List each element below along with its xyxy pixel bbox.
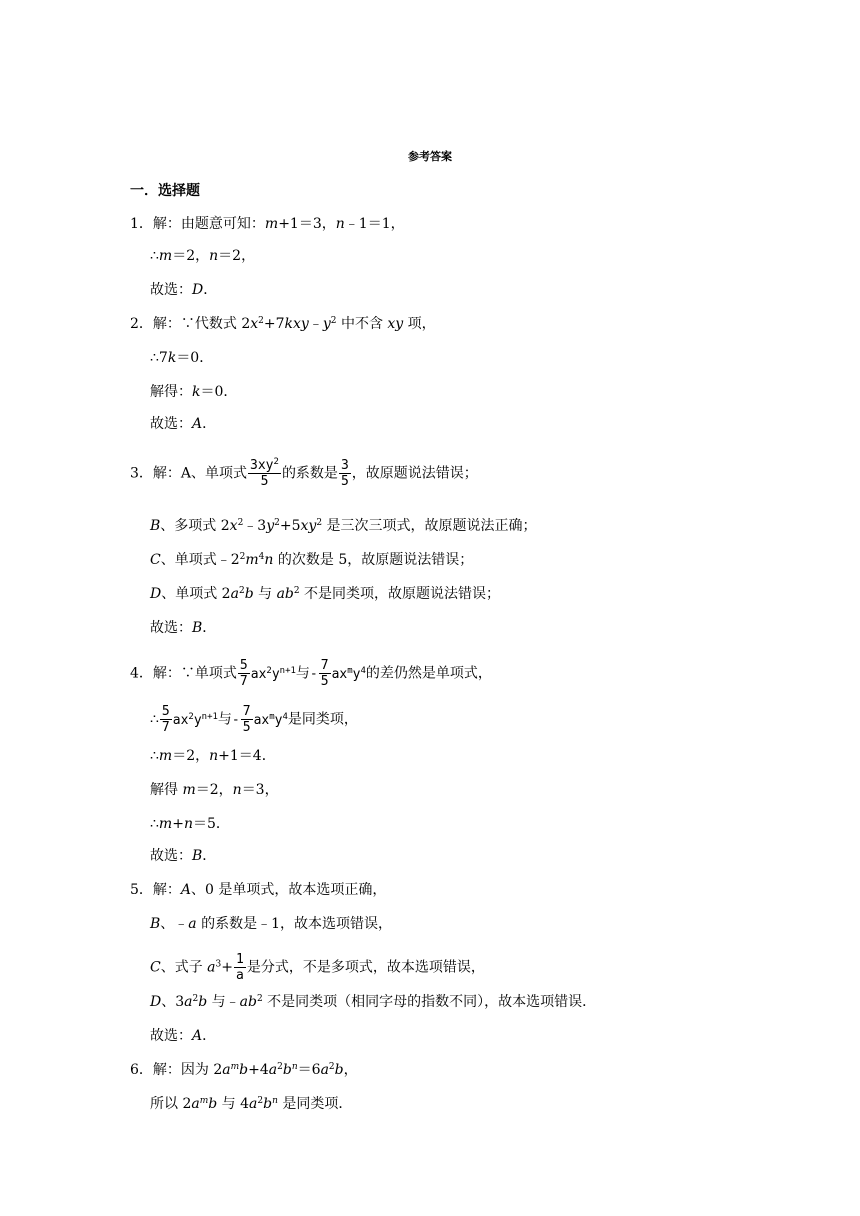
q3-line-3: C、单项式$﹣2^2m^4n$ 的次数是 5，故原题说法错误；	[150, 552, 474, 568]
q2-line-1: 2．解：∵代数式 $2x^2+7kxy﹣y^2$ 中不含 xy 项，	[130, 316, 436, 332]
q4-text-c: 是同类项，	[287, 711, 358, 728]
fraction-3-over-5: $\frac{3}{5}$	[340, 458, 349, 489]
q4-text-b: 的差仍然是单项式，	[365, 665, 492, 682]
q5-text-c: 是分式，不是多项式，故本选项错误，	[246, 959, 485, 976]
monomial-axmy4: $ax^my^4$	[331, 665, 366, 682]
q4-line-2: ∴ $\frac{5}{7}$ $ax^2y^{n+1}$与- $\frac{7}{5}$ $ax^my^4$是同类项，	[150, 704, 358, 735]
fraction-3xy2-over-5: $\frac{3xy^2}{5}$	[250, 457, 279, 489]
q3-line-2: B、多项式 $2x^2﹣3y^2+5xy^2$ 是三次三项式，故原题说法正确；	[150, 518, 537, 534]
q3-line-1	[130, 458, 478, 489]
monomial-ax2yn1: $ax^2y^{n+1}$	[250, 665, 296, 682]
q5-line-2: B、﹣a 的系数是﹣1，故本选项错误，	[150, 916, 393, 932]
q5-line-3: C、式子 $a^3+$ $\frac{1}{a}$ 是分式，不是多项式，故本选项错误，	[150, 952, 485, 983]
q6-line-2: 所以 $2a^mb$ 与 $4a^2b^n$ 是同类项．	[150, 1096, 353, 1112]
fraction-7-over-5: $\frac{7}{5}$	[320, 658, 329, 689]
q3-text-a: 3．解：A、单项式	[130, 465, 248, 482]
fraction-7-over-5: $\frac{7}{5}$	[242, 704, 251, 735]
monomial-axmy4: $ax^my^4$	[253, 711, 288, 728]
q2-line-4: 故选：A．	[150, 416, 217, 432]
q4-and: 与	[217, 711, 232, 728]
q4-therefore: ∴	[150, 711, 159, 728]
q2-line-2: ∴7k＝0．	[150, 350, 214, 366]
fraction-1-over-a: $\frac{1}{a}$	[236, 952, 244, 983]
q4-line-5: ∴m+n＝5．	[150, 816, 230, 832]
q2-line-3: 解得：k＝0．	[150, 384, 238, 400]
q5-line-4: D、$3a^2b$ 与$﹣ab^2$ 不是同类项（相同字母的指数不同），故本选项错误．	[150, 994, 597, 1010]
q1-line-3: 故选：D．	[150, 282, 218, 298]
q1-line-1: 1．解：由题意可知：m+1＝3，n﹣1＝1，	[130, 216, 405, 232]
q3-line-5: 故选：B．	[150, 620, 217, 636]
q5-line-1: 5．解：A、0 是单项式，故本选项正确，	[130, 882, 387, 898]
q3-text-c: ，故原题说法错误；	[351, 465, 478, 482]
q4-line-3: ∴m＝2，n+1＝4．	[150, 748, 276, 764]
section-heading: 一．选择题	[130, 183, 200, 199]
fraction-5-over-7: $\frac{5}{7}$	[161, 704, 170, 735]
q4-line-6: 故选：B．	[150, 848, 217, 864]
q4-text-a: 4．解：∵单项式	[130, 665, 237, 682]
q5-line-5: 故选：A．	[150, 1028, 217, 1044]
q3-text-b: 的系数是	[281, 465, 338, 482]
monomial-ax2yn1: $ax^2y^{n+1}$	[172, 711, 218, 728]
q1-line-2: ∴m＝2，n＝2，	[150, 248, 256, 264]
q3-line-4: D、单项式 $2a^2b$ 与 $ab^2$ 不是同类项，故原题说法错误；	[150, 586, 501, 602]
q4-line-1: 4．解：∵单项式 $\frac{5}{7}$ $ax^2y^{n+1}$与- $\frac{7}{5}$ $ax^my^4$的差仍然是单项式，	[130, 658, 492, 689]
fraction-5-over-7: $\frac{5}{7}$	[239, 658, 248, 689]
q4-and: 与	[295, 665, 310, 682]
page-title: 参考答案	[408, 150, 452, 163]
q6-line-1: 6．解：因为 $2a^mb+4a^2b^n=6a^2b$，	[130, 1062, 358, 1078]
q4-line-4: 解得 m＝2，n＝3，	[150, 782, 279, 798]
